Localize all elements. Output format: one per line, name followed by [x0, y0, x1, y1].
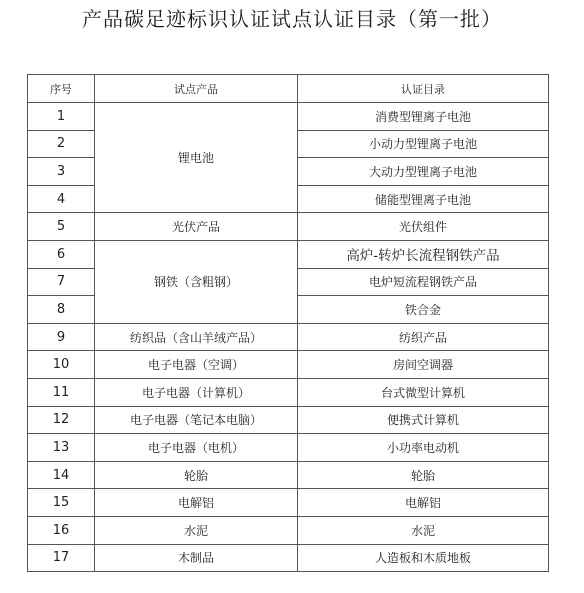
certification-cell: 电炉短流程钢铁产品: [298, 268, 549, 296]
certification-cell: 水泥: [298, 516, 549, 544]
certification-cell: 台式微型计算机: [298, 378, 549, 406]
row-number: 15: [28, 489, 95, 517]
row-number: 17: [28, 544, 95, 572]
certification-cell: 纺织产品: [298, 323, 549, 351]
table-row: [28, 516, 549, 544]
row-number: 10: [28, 351, 95, 379]
pilot-product-cell: 轮胎: [95, 461, 298, 489]
certification-cell: 高炉-转炉长流程钢铁产品: [298, 240, 549, 268]
table-row: [28, 434, 549, 462]
table-row: [28, 378, 549, 406]
certification-cell: 储能型锂离子电池: [298, 185, 549, 213]
certification-catalog-table: [27, 74, 549, 572]
pilot-product-cell: 锂电池: [95, 103, 298, 213]
row-number: 14: [28, 461, 95, 489]
certification-cell: 铁合金: [298, 296, 549, 324]
pilot-product-cell: 电解铝: [95, 489, 298, 517]
certification-cell: 房间空调器: [298, 351, 549, 379]
pilot-product-cell: 钢铁（含粗钢）: [95, 240, 298, 323]
table-row: [28, 240, 549, 268]
row-number: 3: [28, 158, 95, 186]
pilot-product-cell: 水泥: [95, 516, 298, 544]
row-number: 5: [28, 213, 95, 241]
certification-cell: 小功率电动机: [298, 434, 549, 462]
row-number: 1: [28, 103, 95, 131]
table-row: [28, 461, 549, 489]
pilot-product-cell: 纺织品（含山羊绒产品）: [95, 323, 298, 351]
pilot-product-cell: 电子电器（电机）: [95, 434, 298, 462]
row-number: 9: [28, 323, 95, 351]
pilot-product-cell: 电子电器（空调）: [95, 351, 298, 379]
page-title: 产品碳足迹标识认证试点认证目录（第一批）: [82, 7, 502, 31]
table-row: [28, 489, 549, 517]
table-row: [28, 323, 549, 351]
pilot-product-cell: 木制品: [95, 544, 298, 572]
row-number: 12: [28, 406, 95, 434]
row-number: 4: [28, 185, 95, 213]
pilot-product-cell: 光伏产品: [95, 213, 298, 241]
certification-cell: 消费型锂离子电池: [298, 103, 549, 131]
certification-cell: 光伏组件: [298, 213, 549, 241]
table-row: [28, 351, 549, 379]
table-header-row: [28, 75, 549, 103]
table-row: [28, 544, 549, 572]
table-row: [28, 213, 549, 241]
certification-cell: 轮胎: [298, 461, 549, 489]
row-number: 13: [28, 434, 95, 462]
table-row: [28, 406, 549, 434]
row-number: 8: [28, 296, 95, 324]
row-number: 2: [28, 130, 95, 158]
table-row: [28, 103, 549, 131]
row-number: 6: [28, 240, 95, 268]
certification-cell: 电解铝: [298, 489, 549, 517]
certification-cell: 便携式计算机: [298, 406, 549, 434]
certification-cell: 大动力型锂离子电池: [298, 158, 549, 186]
header-pilot-product: 试点产品: [95, 75, 298, 103]
pilot-product-cell: 电子电器（笔记本电脑）: [95, 406, 298, 434]
row-number: 7: [28, 268, 95, 296]
pilot-product-cell: 电子电器（计算机）: [95, 378, 298, 406]
row-number: 16: [28, 516, 95, 544]
row-number: 11: [28, 378, 95, 406]
certification-cell: 小动力型锂离子电池: [298, 130, 549, 158]
header-certification-catalog: 认证目录: [298, 75, 549, 103]
header-serial-number: 序号: [28, 75, 95, 103]
certification-cell: 人造板和木质地板: [298, 544, 549, 572]
